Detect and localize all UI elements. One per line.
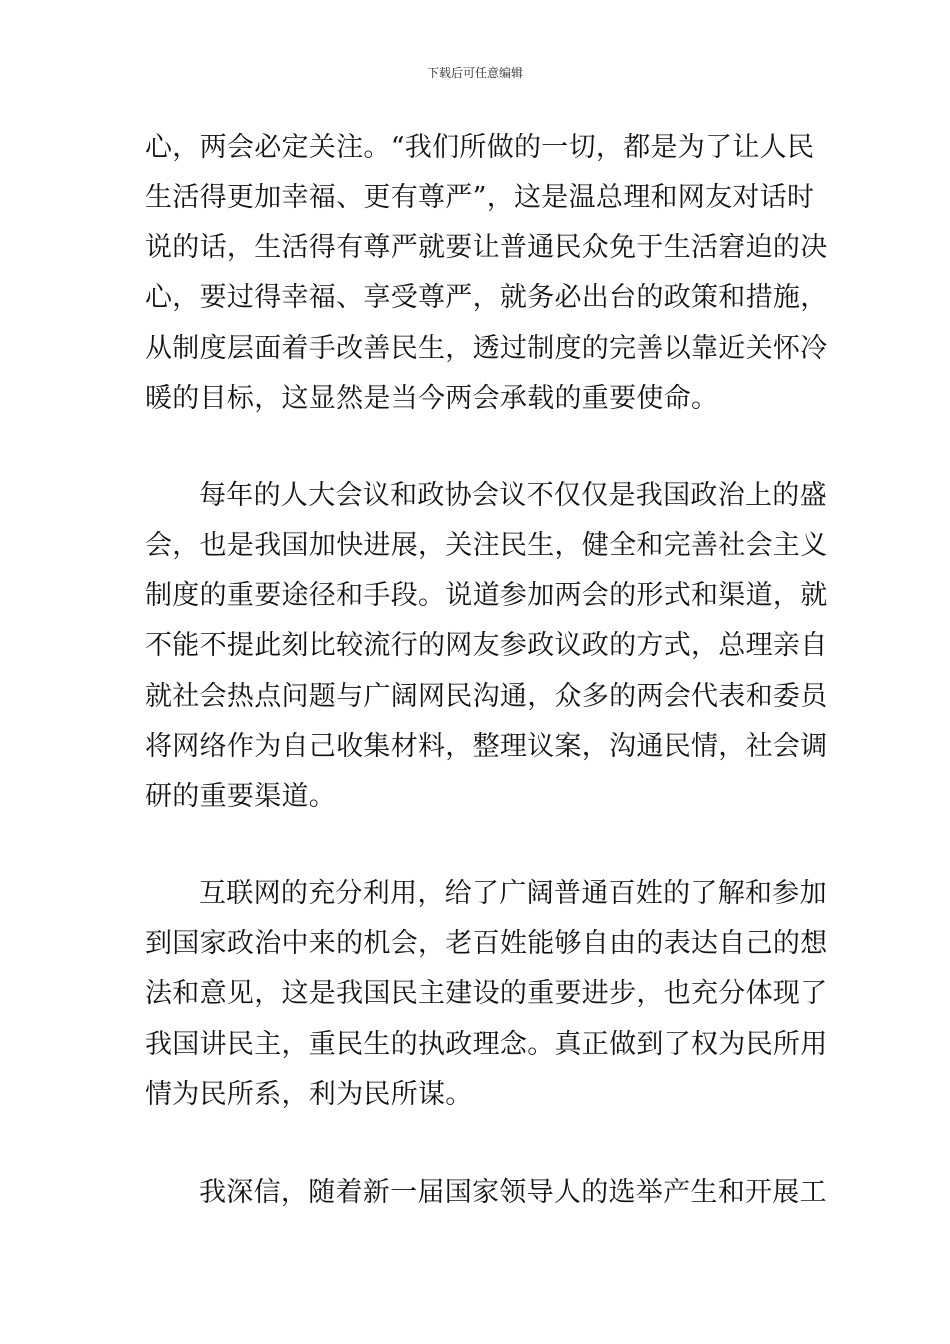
- page-header-note: 下载后可任意编辑: [426, 66, 523, 80]
- text-line: 生活得更加幸福、更有尊严”，这是温总理和网友对话时: [145, 182, 815, 213]
- text-line: 研的重要渠道。: [145, 781, 337, 812]
- text-line: 我国讲民主，重民生的执政理念。真正做到了权为民所用: [145, 1029, 828, 1060]
- text-line: 心，要过得幸福、享受尊严，就务必出台的政策和措施，: [145, 282, 828, 313]
- text-line: 到国家政治中来的机会，老百姓能够自由的表达自己的想: [145, 928, 828, 959]
- text-line: 暖的目标，这显然是当今两会承载的重要使命。: [145, 383, 719, 414]
- text-line: 就社会热点问题与广阔网民沟通，众多的两会代表和委员: [145, 681, 828, 712]
- text-line: 会，也是我国加快进展，关注民生，健全和完善社会主义: [145, 530, 828, 561]
- text-line: 情为民所系，利为民所谋。: [145, 1079, 473, 1110]
- text-line: 心，两会必定关注。“我们所做的一切，都是为了让人民: [145, 132, 815, 163]
- text-line: 不能不提此刻比较流行的网友参政议政的方式，总理亲自: [145, 630, 828, 661]
- text-line: 将网络作为自己收集材料，整理议案，沟通民情，社会调: [145, 731, 828, 762]
- text-line: 制度的重要途径和手段。说道参加两会的形式和渠道，就: [145, 580, 828, 611]
- text-line: 法和意见，这是我国民主建设的重要进步，也充分体现了: [145, 978, 828, 1009]
- text-line: 从制度层面着手改善民生，透过制度的完善以靠近关怀冷: [145, 333, 828, 364]
- text-line: 说的话，生活得有尊严就要让普通民众免于生活窘迫的决: [145, 232, 828, 263]
- text-line: 我深信，随着新一届国家领导人的选举产生和开展工: [199, 1177, 827, 1208]
- text-line: 每年的人大会议和政协会议不仅仅是我国政治上的盛: [199, 480, 827, 511]
- text-line: 互联网的充分利用，给了广阔普通百姓的了解和参加: [199, 878, 827, 909]
